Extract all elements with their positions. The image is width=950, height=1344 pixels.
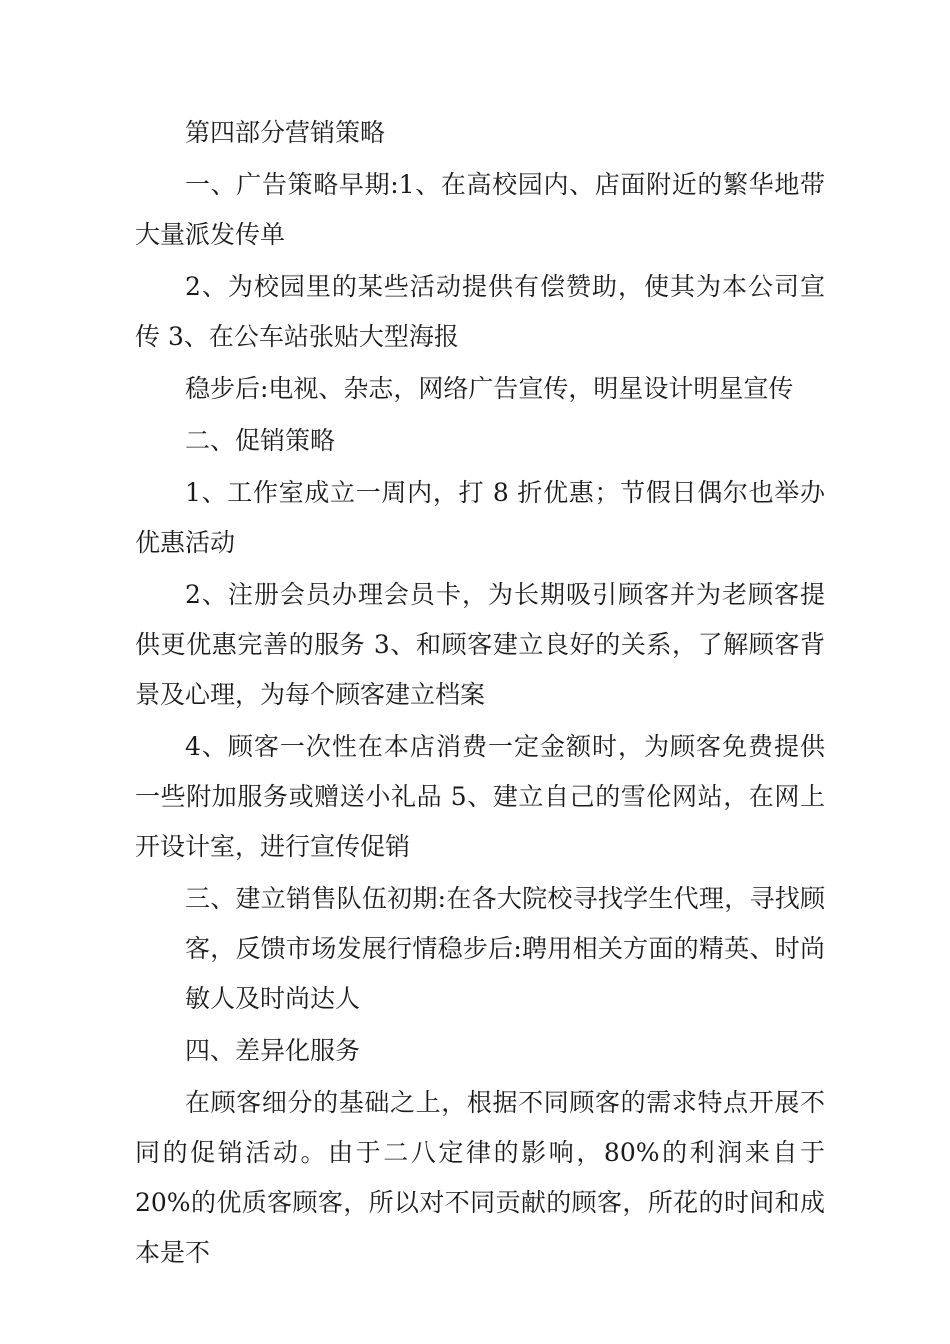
paragraph-membership: 2、注册会员办理会员卡，为长期吸引顾客并为老顾客提供更优惠完善的服务 3、和顾客建立良好的关系，了解顾客背景及心理，为每个顾客建立档案 [135,580,825,709]
paragraph-later-advertising: 稳步后:电视、杂志，网络广告宣传，明星设计明星宣传 [185,374,794,403]
paragraph-discount: 1、工作室成立一周内，打 8 折优惠；节假日偶尔也举办优惠活动 [135,478,825,557]
paragraph-customer-segmentation: 在顾客细分的基础之上，根据不同顾客的需求特点开展不同的促销活动。由于二八定律的影响，80%的利润来自于 20%的优质客顾客，所以对不同贡献的顾客，所花的时间和成本是不 [135,1088,825,1267]
section-heading-marketing-strategy: 第四部分营销策略 [185,118,386,147]
paragraph-sales-team: 三、建立销售队伍初期:在各大院校寻找学生代理，寻找顾客，反馈市场发展行情稳步后:聘用相关方面的精英、时尚敏人及时尚达人 [185,884,825,1013]
paragraph-sponsorship: 2、为校园里的某些活动提供有偿赞助，使其为本公司宣传 3、在公车站张贴大型海报 [135,272,825,351]
paragraph-advertising-strategy: 一、广告策略早期:1、在高校园内、店面附近的繁华地带大量派发传单 [135,170,825,249]
heading-differentiated-service: 四、差异化服务 [185,1036,361,1065]
paragraph-free-services: 4、顾客一次性在本店消费一定金额时，为顾客免费提供一些附加服务或赠送小礼品 5、建立自己的雪伦网站，在网上开设计室，进行宣传促销 [135,732,825,861]
heading-promotion-strategy: 二、促销策略 [185,426,336,455]
document-body [135,108,825,1280]
